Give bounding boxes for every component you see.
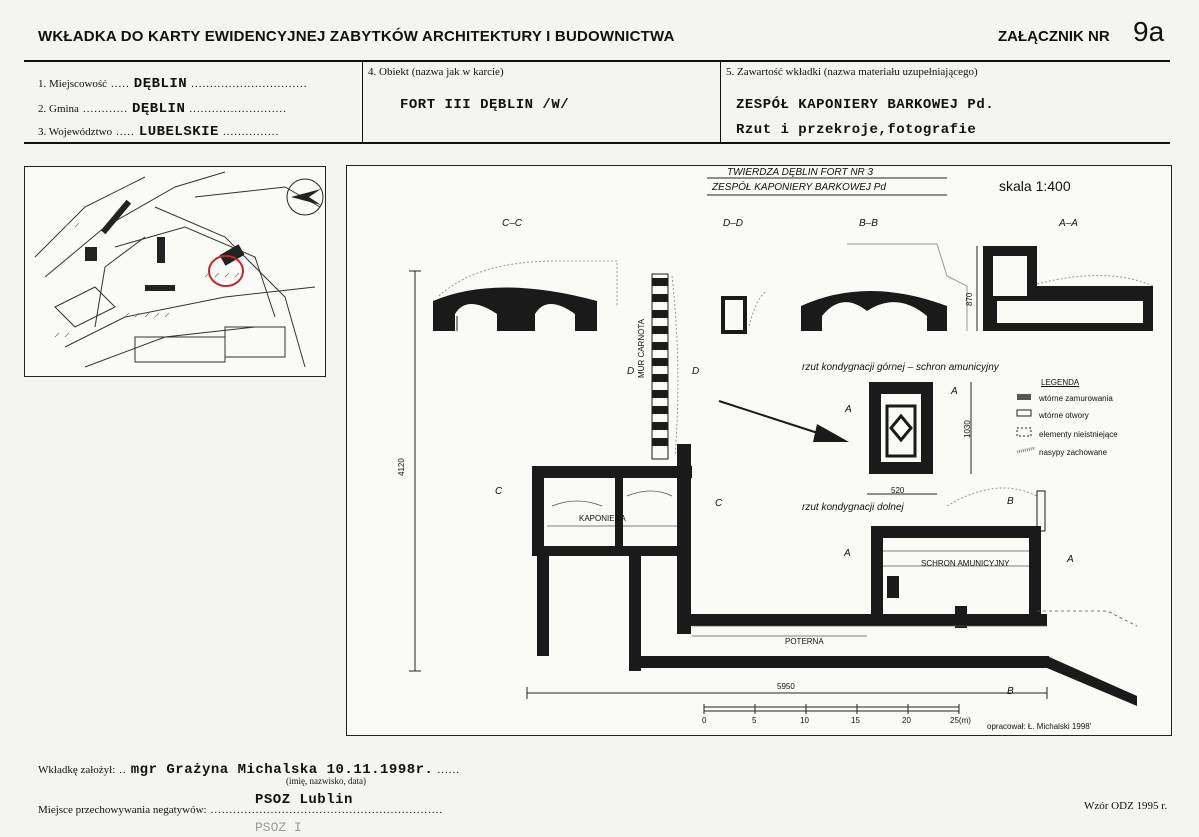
north-arrow-icon bbox=[287, 179, 323, 215]
scale-tick-0: 0 bbox=[702, 716, 707, 725]
negatives-value: PSOZ Lublin bbox=[255, 792, 353, 808]
locality-value: DĘBLIN bbox=[133, 76, 188, 92]
section-aa-label: A–A bbox=[1059, 218, 1078, 229]
fields-bottom-rule bbox=[24, 142, 1170, 144]
mark-b-1: B bbox=[1007, 496, 1014, 507]
mark-a-4: A bbox=[1067, 554, 1074, 565]
dim-aa: 870 bbox=[965, 292, 974, 306]
room-poterna-label: POTERNA bbox=[785, 637, 824, 646]
footer-insert-by: Wkładkę założył: .. mgr Grażyna Michalska 10.11.1998r. ...... bbox=[38, 762, 460, 778]
legend-item-3: elementy nieistniejące bbox=[1039, 430, 1118, 439]
carnot-wall-label: MUR CARNOTA bbox=[637, 319, 646, 378]
legend-swatches bbox=[1017, 394, 1035, 452]
annex-number: 9a bbox=[1133, 16, 1165, 47]
section-dd-label: D–D bbox=[723, 218, 744, 229]
divider-1 bbox=[362, 62, 363, 142]
voivodeship-label: 3. Województwo bbox=[38, 126, 113, 138]
section-cc-drawing bbox=[433, 261, 617, 331]
contents-line-2: Rzut i przekroje,fotografie bbox=[736, 122, 977, 138]
lower-plan-label: rzut kondygnacji dolnej bbox=[802, 502, 904, 513]
section-bb-drawing bbox=[801, 244, 967, 331]
legend-title: LEGENDA bbox=[1041, 378, 1080, 387]
insert-by-label: Wkładkę założył: bbox=[38, 764, 116, 776]
footer-negatives: Miejsce przechowywania negatywów: .............................................................. bbox=[38, 804, 444, 816]
dim-upper-height: 1030 bbox=[963, 420, 972, 438]
drawing-author: opracował: Ł. Michalski 1998' bbox=[987, 722, 1092, 731]
upper-plan-label: rzut kondygnacji górnej – schron amunicyjny bbox=[802, 362, 999, 373]
mark-b-2: B bbox=[1007, 686, 1014, 697]
field-locality: 1. Miejscowość ..... DĘBLIN ............................... bbox=[38, 76, 308, 92]
scale-tick-15: 15 bbox=[851, 716, 860, 725]
scale-tick-20: 20 bbox=[902, 716, 911, 725]
insert-by-hint: (imię, nazwisko, data) bbox=[286, 776, 366, 786]
legend-item-4: nasypy zachowane bbox=[1039, 448, 1108, 457]
negatives-label: Miejsce przechowywania negatywów: bbox=[38, 804, 207, 816]
object-value: FORT III DĘBLIN /W/ bbox=[400, 97, 570, 113]
pointer-arrow-icon bbox=[719, 401, 827, 436]
scale-tick-5: 5 bbox=[752, 716, 757, 725]
section-dd-drawing bbox=[723, 291, 767, 332]
mark-a-3: A bbox=[844, 548, 851, 559]
dim-total-height: 4120 bbox=[397, 458, 406, 476]
scale-tick-25: 25(m) bbox=[950, 716, 971, 725]
mark-d-1: D bbox=[627, 366, 635, 377]
legend-item-1: wtórne zamurowania bbox=[1039, 394, 1113, 403]
contents-label: 5. Zawartość wkładki (nazwa materiału uzupełniającego) bbox=[726, 66, 978, 78]
form-title: WKŁADKA DO KARTY EWIDENCYJNEJ ZABYTKÓW ARCHITEKTURY I BUDOWNICTWA bbox=[38, 28, 675, 45]
section-bb-label: B–B bbox=[859, 218, 878, 229]
stamp-text: PSOZ I bbox=[255, 820, 302, 835]
section-aa-drawing bbox=[977, 246, 1153, 331]
room-schron-label: SCHRON AMUNICYJNY bbox=[921, 559, 1010, 568]
drawing-title-1: TWIERDZA DĘBLIN FORT NR 3 bbox=[727, 167, 874, 178]
carnot-wall-drawing bbox=[652, 274, 678, 459]
annex-label: ZAŁĄCZNIK NR bbox=[998, 28, 1110, 45]
scale-bar bbox=[704, 704, 959, 714]
scale-tick-10: 10 bbox=[800, 716, 809, 725]
mark-a-1: A bbox=[845, 404, 852, 415]
section-cc-label: C–C bbox=[502, 218, 523, 229]
top-rule bbox=[24, 60, 1170, 62]
room-kaponiera-label: KAPONIERA bbox=[579, 514, 626, 523]
divider-2 bbox=[720, 62, 721, 142]
dim-upper-width: 520 bbox=[891, 486, 905, 495]
mark-c-1: C bbox=[495, 486, 503, 497]
mark-c-2: C bbox=[715, 498, 723, 509]
drawing-scale: skala 1:400 bbox=[999, 178, 1071, 194]
site-map-drawing bbox=[25, 167, 325, 376]
mark-d-2: D bbox=[692, 366, 700, 377]
drawing-title-2: ZESPÓŁ KAPONIERY BARKOWEJ Pd bbox=[712, 182, 886, 193]
insert-by-value: mgr Grażyna Michalska 10.11.1998r. bbox=[130, 762, 434, 778]
voivodeship-value: LUBELSKIE bbox=[138, 124, 219, 140]
object-label: 4. Obiekt (nazwa jak w karcie) bbox=[368, 66, 504, 78]
technical-drawing bbox=[346, 165, 1172, 736]
site-map bbox=[24, 166, 326, 377]
field-commune: 2. Gmina ............ DĘBLIN .......................... bbox=[38, 101, 287, 117]
field-voivodeship: 3. Województwo ..... LUBELSKIE ............... bbox=[38, 124, 280, 140]
legend-item-2: wtórne otwory bbox=[1039, 411, 1089, 420]
upper-plan-drawing bbox=[867, 382, 971, 494]
locality-label: 1. Miejscowość bbox=[38, 78, 108, 90]
mark-a-2: A bbox=[951, 386, 958, 397]
lower-plan-drawing bbox=[532, 444, 1137, 706]
dim-width: 5950 bbox=[777, 682, 795, 691]
commune-label: 2. Gmina bbox=[38, 103, 79, 115]
commune-value: DĘBLIN bbox=[131, 101, 186, 117]
contents-line-1: ZESPÓŁ KAPONIERY BARKOWEJ Pd. bbox=[736, 97, 995, 113]
form-reference: Wzór ODZ 1995 r. bbox=[1084, 800, 1168, 812]
